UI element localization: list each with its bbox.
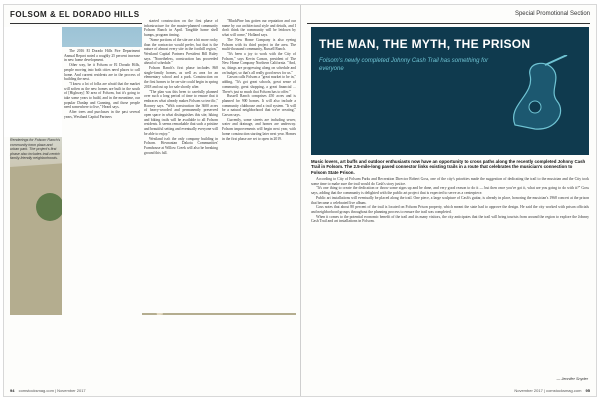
footer-text: comstocksmag.com | November 2017 bbox=[18, 388, 86, 393]
page-footer bbox=[514, 388, 590, 393]
paragraph: Russell Ranch comprises 450 acres and is planned for 900 homes. It will also include a community clubhouse and a trail system. "It will be a natural neighborhood that we're creating," Carson says. bbox=[222, 94, 296, 118]
page-header bbox=[307, 9, 590, 24]
guitar-sculpture-icon bbox=[505, 55, 575, 135]
byline: — Jennifer Snyder bbox=[556, 377, 588, 381]
paragraph: After trees and purchases in the past several years, Westland Capital Partners bbox=[64, 110, 140, 119]
paragraph: Westland isn't the only company building in Folsom. Hovnanian Dakota Communities' Farmhouse at Willow Creek will also be breaking ground this fall. bbox=[144, 136, 218, 155]
paragraph: Goss notes that about 80 percent of the trail is located on Folsom Prison property, which meant the state had to approve the design. He said the city worked with prison officials and neighborhood groups throughout the planning process to ensure the trail was completed. bbox=[311, 205, 589, 214]
footer-text: November 2017 | comstocksmag.com bbox=[514, 388, 582, 393]
caption-panel bbox=[4, 27, 62, 137]
paragraph: "The plan was this been to carefully planned over such a long period of time to ensure that it embraces what already makes Folsom so terrific," Rooney says. "With construction the 3600 acres of heavy-wooded and permanently preserved open space in what distinguishes this site, hiking and biking trails will be available to all Folsom residents. It seems remarkable that such a pristine and beautiful setting and eventually everyone will be able to enjoy." bbox=[144, 89, 218, 136]
paragraph: The 2016 El Dorado Hills Fire Department Annual Report noted a roughly 25 percent increase in new home development. bbox=[64, 49, 140, 63]
page-number: 95 bbox=[585, 388, 590, 393]
section-title: FOLSOM & EL DORADO HILLS bbox=[10, 10, 140, 19]
paragraph: started construction on the first phase of infrastructure for the master-planned community Folsom Ranch in April. Tangible home shell bumps, program timing. bbox=[144, 19, 218, 38]
paragraph: Folsom Ranch's first phase includes 868 single-family homes, as well as area for an elementary school and a park. Construction on the first homes to be on-site could begin in spring 2018 and out up for sale shortly after. bbox=[144, 66, 218, 89]
article-column-2 bbox=[144, 19, 218, 155]
section-label: Special Promotional Section bbox=[514, 11, 590, 17]
paragraph: "It's been a joy to work with the City of Folsom," says Kevin Carson, president of The New Home Company Northern California. "And, so, things are progressing along on schedule and on budget, so that's all really good news for us." bbox=[222, 51, 296, 75]
paragraph: According to City of Folsom Parks and Recreation Director Robert Goss, one of the city's priorities made the suggestion of dedicating the trail to the musician and the City took some time to make sure the trail would do Cash's story justice. bbox=[311, 177, 589, 186]
magazine-spread bbox=[4, 5, 596, 396]
paragraph: "BlackPine has gotten our reputation and our name by our architectural style and details, and I don't think the community will be letdown by what will come," Holland says. bbox=[222, 19, 296, 38]
feature-title: THE MAN, THE MYTH, THE PRISON bbox=[319, 37, 531, 51]
paragraph: Other way, be it Folsom or El Dorado Hills, people moving into both cities need places to call home. And current residents are in the process of building the next. bbox=[64, 63, 140, 82]
paragraph: The New Home Company is also eyeing Folsom with its third project in the area. The multi-thousand community, Russell Ranch. bbox=[222, 37, 296, 52]
article-column-3 bbox=[222, 19, 296, 141]
paragraph: Public art installations will eventually be placed along the trail. One piece, a large sculpture of Cash's guitar, is already in place, honoring the musician's 1968 concert at the prison that became a celebrated live album. bbox=[311, 195, 589, 205]
right-page bbox=[301, 5, 596, 396]
left-page bbox=[4, 5, 301, 396]
paragraph: When it comes to the potential economic benefit of the trail and its many visitors, the city anticipates that the trail will bring tourists from around the region to explore the Johnny Cash Trail and art installations in Folsom. bbox=[311, 214, 589, 224]
article-body bbox=[311, 177, 589, 224]
paragraph: Currently, some streets are including sewer, water and drainage, and homes are underway. Folsom improvements will begin next year, with home construction starting later next year. Homes in the first phase are set to open in 2019. bbox=[222, 117, 296, 141]
lead-paragraph: Music lovers, art buffs and outdoor enthusiasts now have an opportunity to cross paths along the recently completed Johnny Cash Trail in Folsom. The 2.5-mile-long paved connector links existing trails in a route that celebrates the musician's connection to Folsom State Prison. bbox=[311, 159, 586, 175]
article-column-1 bbox=[64, 49, 140, 120]
paragraph: Carson calls Folsom a "great market to be in," adding, "It's got great schools, great sense of community, great shopping, a great financial ... There's just so much that Folsom has to offer." bbox=[222, 75, 296, 94]
feature-deck: Folsom's newly completed Johnny Cash Trail has something for everyone bbox=[319, 58, 489, 72]
feature-banner bbox=[311, 27, 589, 155]
photo-caption: Renderings for Folsom Ranch's community town plaza and urban park. The project's first phase also includes trail-centric family-friendly neighborhoods. bbox=[10, 138, 61, 161]
page-number: 94 bbox=[10, 388, 15, 393]
paragraph: "I know a lot of folks are afraid that the market will soften as the new homes are built in the south of [Highway] 50 area of Folsom, but it's going to take some years to build, and in the meantime, our popular Dunlap and Gunning, and those people need somewhere to live," Heard says. bbox=[64, 81, 140, 110]
paragraph: "It's one thing to create the dedication or throw some signs up and be done, and very good reason to do it — but then once you've got it, what are you going to do with it?" Goss says, adding that the community is delighted with the public art project that is expected to serve as a centerpiece. bbox=[311, 186, 589, 196]
paragraph: "Some portions of the site are a bit more rocky than the contractor would prefer, but that is the nature of almost every site in the foothill region," Westland Capital Partners President Bill Ruley says. "Nonetheless, construction has proceeded ahead of schedule." bbox=[144, 37, 218, 66]
page-footer bbox=[10, 388, 86, 393]
